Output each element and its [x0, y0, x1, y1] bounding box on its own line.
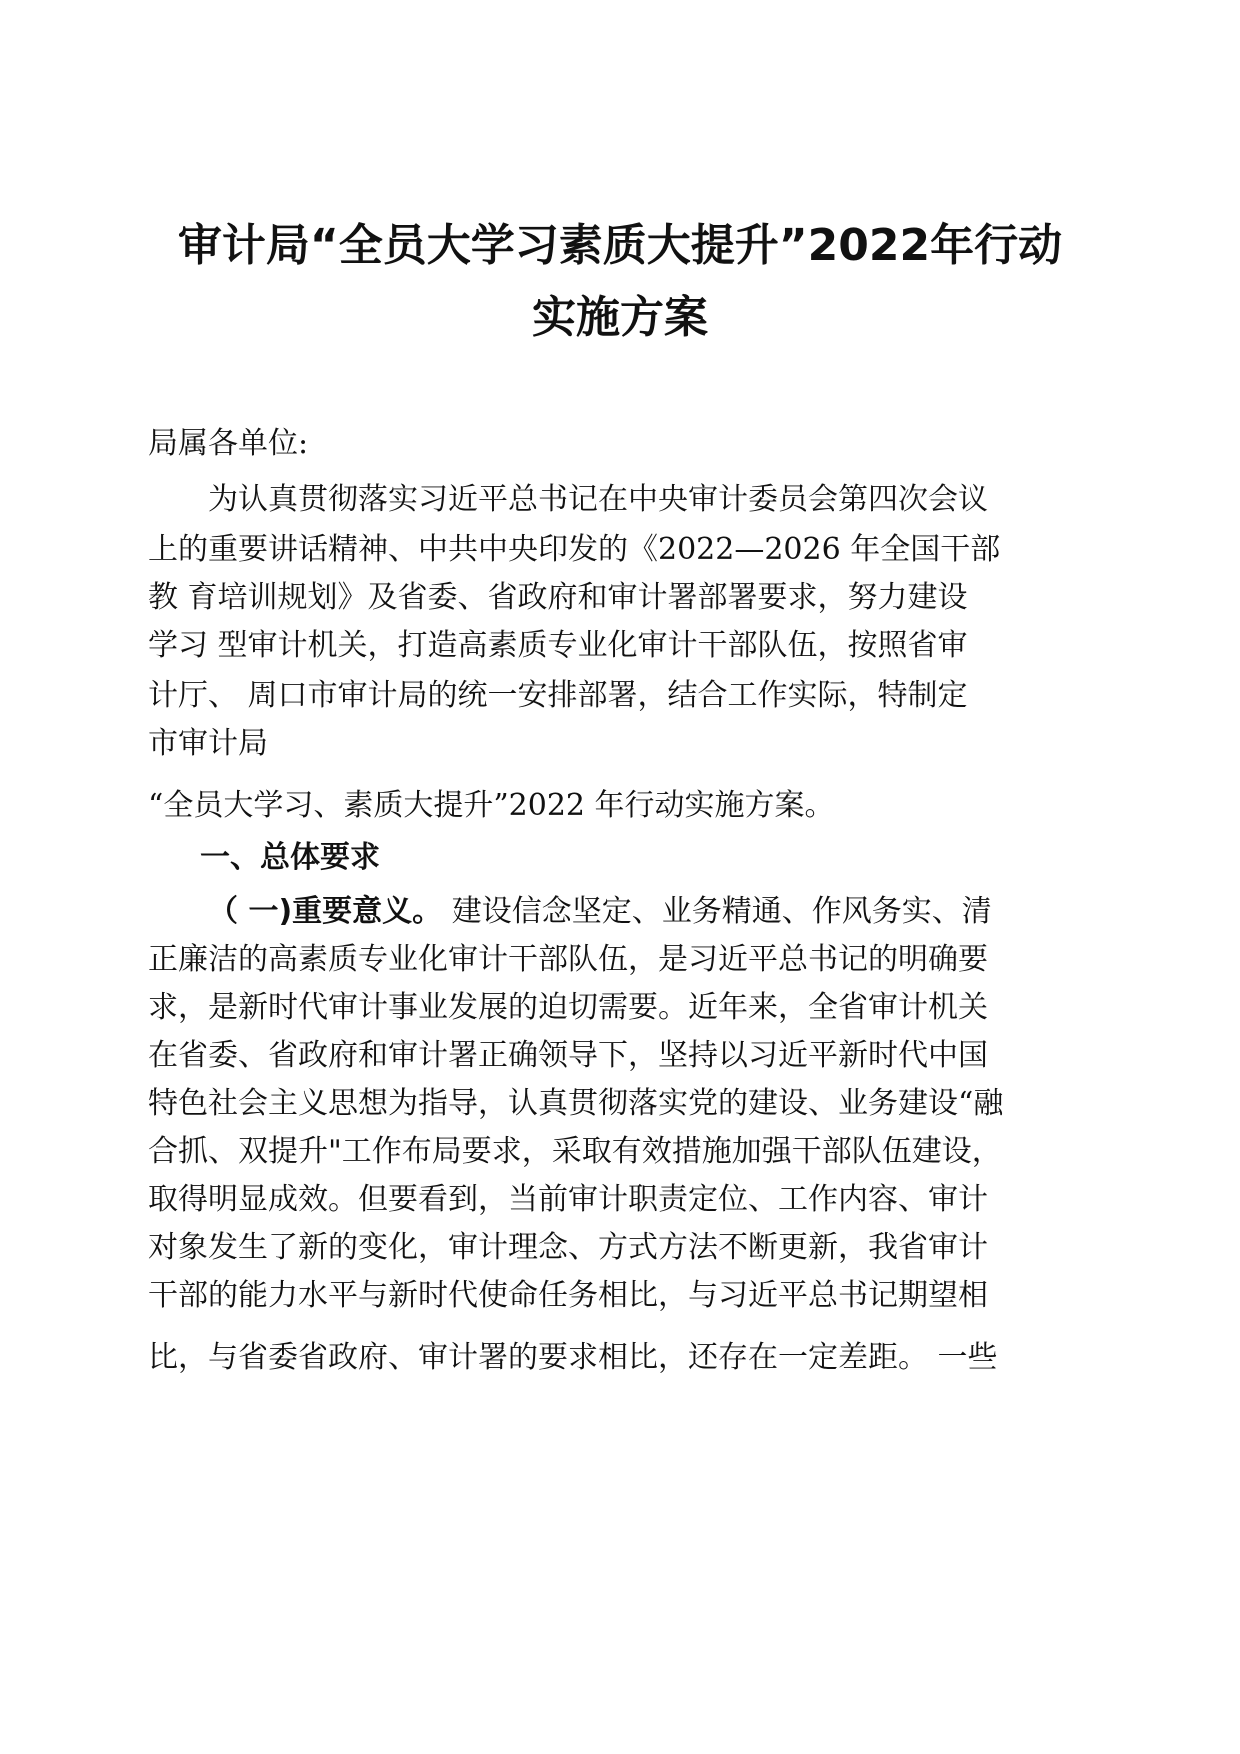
body-line: 特色社会主义思想为指导，认真贯彻落实党的建设、业务建设“融 [148, 1086, 1004, 1121]
intro-line: 市审计局 [148, 726, 268, 761]
subsection-first-line [208, 892, 992, 932]
body-line: 对象发生了新的变化，审计理念、方式方法不断更新，我省审计 [148, 1230, 988, 1265]
intro-line: 为认真贯彻落实习近平总书记在中央审计委员会第四次会议 [208, 482, 988, 517]
section-heading: 一、总体要求 [200, 840, 380, 875]
intro-line: “全员大学习、素质大提升”2022 年行动实施方案。 [148, 788, 835, 823]
intro-line: 计厅、 周口市审计局的统一安排部署，结合工作实际，特制定 [148, 678, 968, 713]
body-line: 合抓、双提升"工作布局要求，采取有效措施加强干部队伍建设， [148, 1134, 1002, 1169]
body-line: 比，与省委省政府、审计署的要求相比，还存在一定差距。 一些 [148, 1340, 998, 1375]
intro-line: 上的重要讲话精神、中共中央印发的《2022—2026 年全国干部 [148, 532, 1001, 567]
body-line: 在省委、省政府和审计署正确领导下，坚持以习近平新时代中国 [148, 1038, 988, 1073]
salutation: 局属各单位: [148, 426, 309, 461]
intro-line: 教 育培训规划》及省委、省政府和审计署部署要求，努力建设 [148, 580, 968, 615]
body-line: 正廉洁的高素质专业化审计干部队伍，是习近平总书记的明确要 [148, 942, 988, 977]
body-line: 取得明显成效。但要看到，当前审计职责定位、工作内容、审计 [148, 1182, 988, 1217]
body-line: 干部的能力水平与新时代使命任务相比，与习近平总书记期望相 [148, 1278, 988, 1313]
subsection-lead: （ 一)重要意义。 [208, 894, 443, 929]
subsection-text: 建设信念坚定、业务精通、作风务实、清 [442, 894, 992, 929]
document-title-line-2: 实施方案 [532, 292, 708, 343]
intro-line: 学习 型审计机关，打造高素质专业化审计干部队伍，按照省审 [148, 628, 968, 663]
body-line: 求，是新时代审计事业发展的迫切需要。近年来，全省审计机关 [148, 990, 988, 1025]
document-title-line-1: 审计局“全员大学习素质大提升”2022年行动 [177, 220, 1063, 271]
